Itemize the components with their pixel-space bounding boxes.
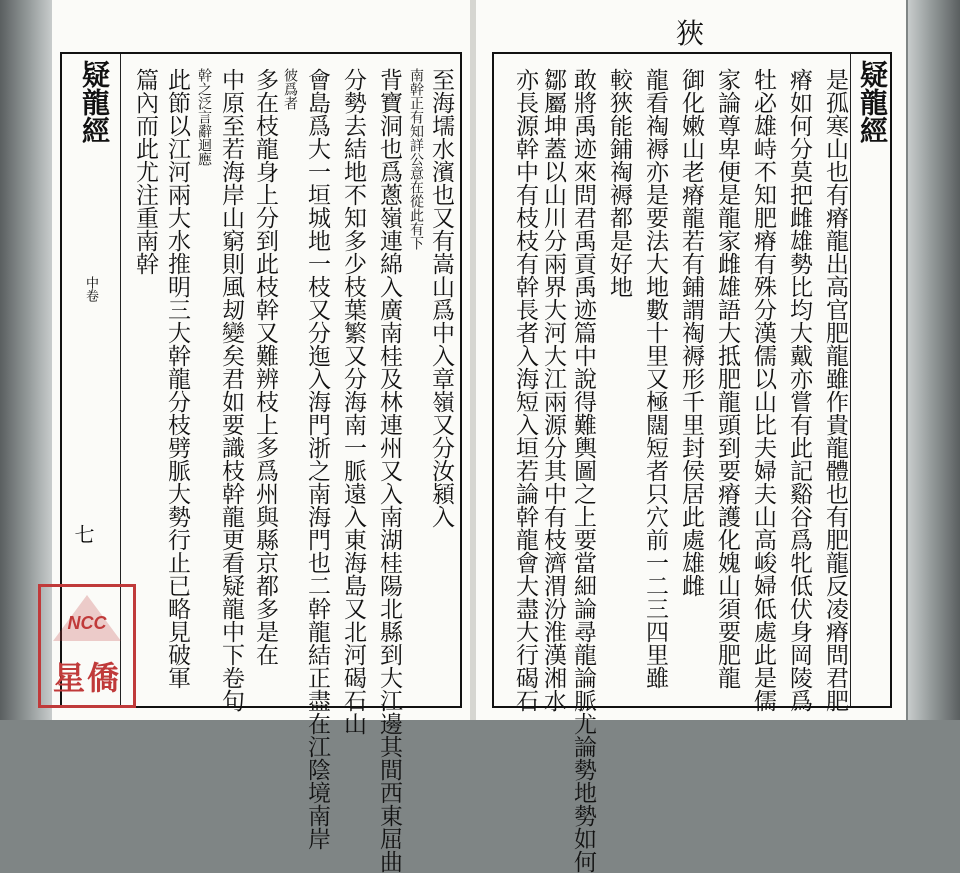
text-column: 鄒屬坤蓋以山川分兩界大河大江兩源分其中有枝濟渭汾淮漢湘水 [540, 68, 566, 712]
text-column: 家論尊卑便是龍家雌雄語大抵肥龍頭到要瘠護化媿山須要肥龍 [714, 68, 740, 689]
text-column: 中原至若海岸山窮則風刼變矣君如要識枝幹龍更看疑龍中下卷句 [218, 68, 244, 712]
annotation-column: 南幹正有知詳公意在從此有下 [408, 68, 424, 250]
text-column: 較狹能鋪祹褥都是好地 [606, 68, 632, 298]
text-column: 亦長源幹中有枝枝有幹長者入海短入垣若論幹龍會大盡大行碣石 [512, 68, 538, 712]
right-page [476, 0, 906, 873]
page-number: 七 [71, 524, 95, 544]
text-column: 瘠如何分莫把雌雄勢比均大戴亦嘗有此記谿谷爲牝低伏身岡陵爲 [786, 68, 812, 712]
text-column: 多在枝龍身上分到此枝幹又難辨枝上多爲州與縣京都多是在 [252, 68, 278, 666]
text-column: 御化嫩山老瘠龍若有鋪謂祹褥形千里封侯居此處雄雌 [678, 68, 704, 597]
text-column: 敢將禹迹來問君禹貢禹迹篇中說得難輿圖之上要當細論尋龍論脈尤論勢地勢如何 [570, 68, 596, 873]
commentary-column: 此節以江河兩大水推明三大幹龍分枝劈脈大勢行止已略見破軍 [164, 68, 190, 689]
ncc-seal-stamp [38, 584, 136, 708]
annotation-column: 彼爲者 [282, 68, 298, 110]
book-title: 疑龍經 [78, 60, 111, 144]
text-column: 牡必雄峙不知肥瘠有殊分漢儒以山比夫婦夫山高峻婦低處此是儒 [750, 68, 776, 712]
volume-label: 中卷 [83, 276, 98, 302]
text-column: 分勢去結地不知多少枝葉繁又分海南一脈遠入東海島又北河碣石山 [340, 68, 366, 735]
text-column: 至海壖水濱也又有嵩山爲中入章嶺又分汝潁入 [428, 68, 454, 528]
book-title: 疑龍經 [856, 60, 889, 144]
annotation-column: 幹之泛言辭迴應 [196, 68, 212, 166]
commentary-column: 篇內而此尤注重南幹 [132, 68, 158, 275]
seal-top-text: NCC [67, 613, 107, 633]
header-character: 狹 [675, 17, 706, 50]
seal-bottom-text: 星僑 [52, 659, 121, 697]
text-column: 龍看祹褥亦是要法大地數十里又極闊短者只穴前一二三四里雖 [642, 68, 668, 689]
text-column: 背寶洞也爲蔥嶺連綿入廣南桂及林連州又入南湖桂陽北縣到大江邊其間西東屈曲 [376, 68, 402, 873]
text-column: 是孤寒山也有瘠龍出高官肥龍雖作貴龍體也有肥龍反凌瘠問君肥 [822, 68, 848, 712]
margin-rule [850, 54, 851, 706]
text-column: 會島爲大一垣城地一枝又分迤入海門浙之南海門也二幹龍結正盡在江陰境南岸 [304, 68, 330, 850]
right-page-frame [492, 52, 892, 873]
book-edge-right [908, 0, 960, 720]
